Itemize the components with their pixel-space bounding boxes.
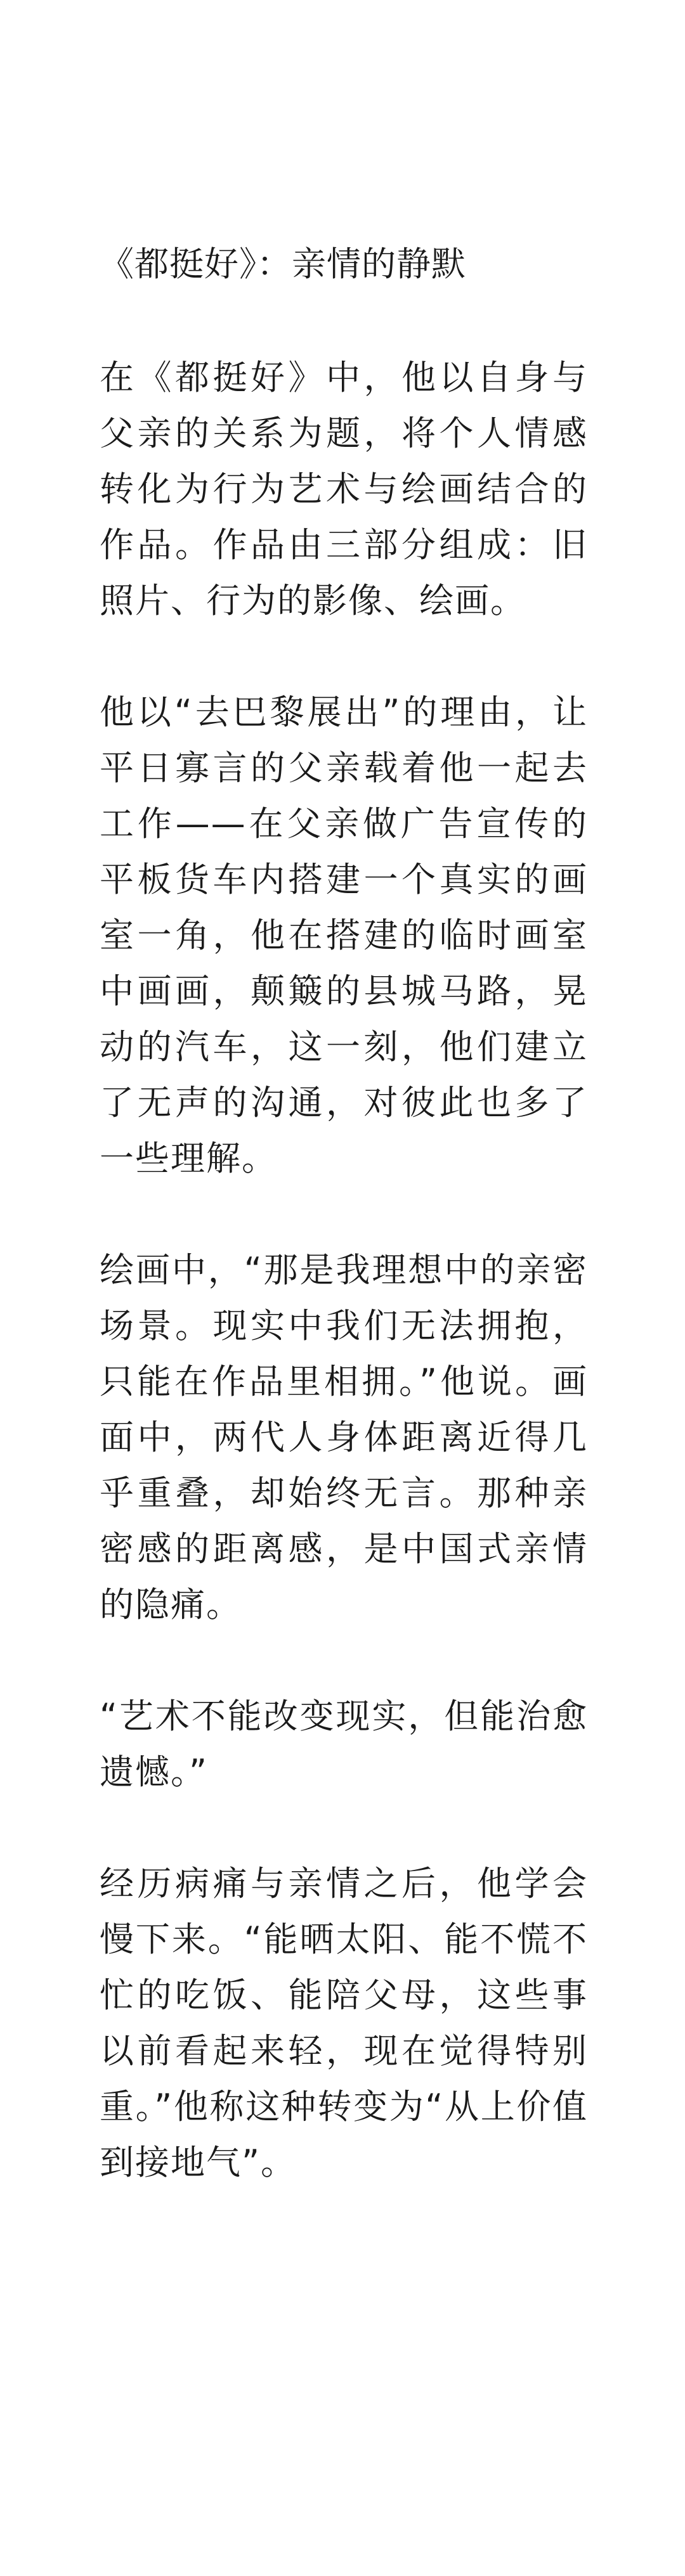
article [100, 236, 588, 2191]
paragraph-3: 绘画中，“那是我理想中的亲密场景。现实中我们无法拥抱，只能在作品里相拥。”他说。画面中，两代人身体距离近得几乎重叠，却始终无言。那种亲密感的距离感，是中国式亲情的隐痛。 [100, 1250, 588, 1625]
article-title: 《都挺好》：亲情的静默 [100, 244, 466, 284]
paragraph-5: 经历病痛与亲情之后，他学会慢下来。“能晒太阳、能不慌不忙的吃饭、能陪父母，这些事以前看起来轻，现在觉得特别重。”他称这种转变为“从上价值到接地气”。 [100, 1864, 588, 2182]
paragraph-2: 他以“去巴黎展出”的理由，让平日寡言的父亲载着他一起去工作——在父亲做广告宣传的平板货车内搭建一个真实的画室一角，他在搭建的临时画室中画画，颠簸的县城马路，晃动的汽车，这一刻，他们建立了无声的沟通，对彼此也多了一些理解。 [100, 692, 588, 1178]
paragraph-4: “艺术不能改变现实，但能治愈遗憾。” [100, 1696, 588, 1792]
paragraph-1: 在《都挺好》中，他以自身与父亲的关系为题，将个人情感转化为行为艺术与绘画结合的作品。作品由三部分组成：旧照片、行为的影像、绘画。 [100, 357, 588, 621]
